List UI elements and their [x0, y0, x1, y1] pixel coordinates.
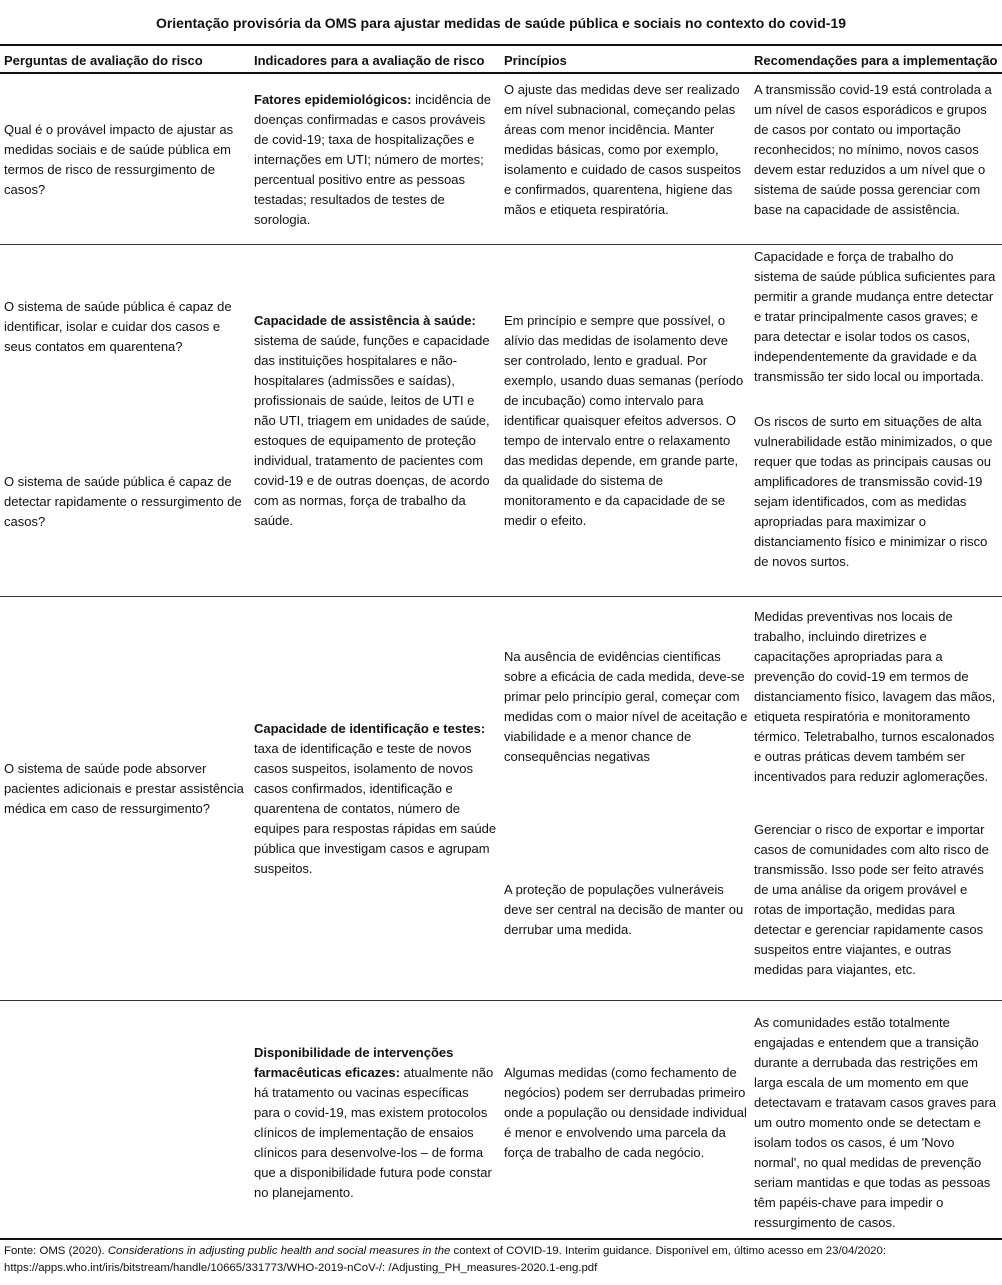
header-principles: Princípios — [504, 53, 567, 68]
footnote-italic-title: Considerations in adjusting public health and social measures in the — [107, 1245, 451, 1257]
table-title: Orientação provisória da OMS para ajustar medidas de saúde pública e sociais no contexto do covid-19 — [155, 15, 847, 31]
row-4-indicator-text: atualmente não há tratamento ou vacinas específicas para o covid-19, mas existem protocolos clínicos de implementação de ensaios clínicos para desenvolve-los – de forma que a disponibilidade futura pode constar no planejamento. — [254, 1065, 494, 1200]
row-2-recommendation-2: Os riscos de surto em situações de alta vulnerabilidade estão minimizados, o que requer que todas as principais causas ou amplificadores de transmissão covid-19 sejam identificados, com as medidas apropriadas para maximizar o distanciamento físico e minimizar o risco de novos surtos. — [754, 414, 993, 569]
row-3-divider — [0, 1000, 1002, 1001]
row-2-indicator — [254, 311, 498, 531]
footnote-suffix: context of COVID-19. Interim guidance. Disponível em, último acesso em 23/04/2020: — [450, 1245, 886, 1257]
source-footnote — [4, 1243, 1000, 1277]
row-1-indicator-label: Fatores epidemiológicos: — [254, 92, 412, 107]
row-2-question-2: O sistema de saúde pública é capaz de detectar rapidamente o ressurgimento de casos? — [4, 474, 242, 529]
row-1-indicator — [254, 90, 498, 230]
row-2-question-1: O sistema de saúde pública é capaz de identificar, isolar e cuidar dos casos e seus contatos em quarentena? — [4, 299, 232, 354]
row-2-principle: Em princípio e sempre que possível, o alívio das medidas de isolamento deve ser controlado, lento e gradual. Por exemplo, usando duas semanas (período de incubação) como intervalo para identificar quaisquer efeitos adversos. O tempo de intervalo entre o relaxamento das medidas depende, em grande parte, da qualidade do sistema de monitoramento e da capacidade de se medir o efeito. — [504, 313, 744, 528]
row-2-divider — [0, 596, 1002, 597]
row-3-question: O sistema de saúde pode absorver pacientes adicionais e prestar assistência médica em caso de ressurgimento? — [4, 761, 244, 816]
row-3-principle-2: A proteção de populações vulneráveis deve ser central na decisão de manter ou derrubar uma medida. — [504, 882, 744, 937]
row-4-principle: Algumas medidas (como fechamento de negócios) podem ser derrubadas primeiro onde a população ou densidade individual é menor e envolvendo uma parcela da força de trabalho de cada negócio. — [504, 1065, 747, 1160]
header-implementation-recommendations: Recomendações para a implementação — [754, 53, 998, 68]
row-2-recommendation-1: Capacidade e força de trabalho do sistema de saúde pública suficientes para permitir a grande mudança entre detectar e tratar principalmente casos graves; e para detectar e isolar todos os casos, independentemente da gravidade e da transmissão ter sido local ou importada. — [754, 249, 996, 384]
row-1-divider — [0, 244, 1002, 245]
row-3-recommendation-1: Medidas preventivas nos locais de trabalho, incluindo diretrizes e capacitações apropriadas para a prevenção do covid-19 em termos de distanciamento físico, lavagem das mãos, etiqueta respiratória e monitoramento térmico. Teletrabalho, turnos escalonados e outras práticas devem também ser incentivados para reduzir aglomerações. — [754, 609, 996, 784]
header-risk-questions: Perguntas de avaliação do risco — [4, 53, 203, 68]
header-risk-indicators: Indicadores para a avaliação de risco — [254, 53, 485, 68]
row-3-indicator-label: Capacidade de identificação e testes: — [254, 721, 486, 736]
footnote-url: https://apps.who.int/iris/bitstream/handle/10665/331773/WHO-2019-nCoV-/: /Adjusting_PH_measures-2020.1-eng.pdf — [4, 1262, 598, 1274]
row-2-indicator-text: sistema de saúde, funções e capacidade das instituições hospitalares e não-hospitalares (admissões e saídas), profissionais de saúde, leitos de UTI e não UTI, triagem em unidades de saúde, estoques de equipamento de proteção individual, tratamento de pacientes com covid-19 e de outras doenças, de acordo com as normas, força de trabalho da saúde. — [254, 333, 490, 528]
footnote-prefix: Fonte: OMS (2020). — [4, 1245, 108, 1257]
table-top-border — [0, 44, 1002, 46]
row-3-indicator-text: taxa de identificação e teste de novos casos suspeitos, isolamento de novos casos confirmados, identificação e quarentena de contatos, número de equipes para respostas rápidas em saúde pública que investigam casos e agrupam suspeitos. — [254, 741, 497, 876]
table-bottom-border — [0, 1238, 1002, 1240]
header-bottom-border — [0, 72, 1002, 74]
row-1-indicator-text: incidência de doenças confirmadas e casos prováveis de covid-19; taxa de hospitalizações e internações em UTI; número de mortes; percentual positivo entre as pessoas testadas; resultados de testes de sorologia. — [254, 92, 491, 227]
row-1-recommendation: A transmissão covid-19 está controlada a um nível de casos esporádicos e grupos de casos por contato ou importação reconhecidos; no mínimo, novos casos devem estar reduzidos a um nível que o sistema de saúde possa gerenciar com base na capacidade de assistência. — [754, 82, 992, 217]
row-4-indicator-label: Disponibilidade de intervenções farmacêuticas eficazes: — [254, 1045, 454, 1080]
row-3-principle-1: Na ausência de evidências científicas sobre a eficácia de cada medida, deve-se primar pelo princípio geral, começar com medidas com o maior nível de aceitação e viabilidade e a menor chance de consequências negativas — [504, 649, 748, 764]
row-3-recommendation-2: Gerenciar o risco de exportar e importar casos de comunidades com alto risco de transmissão. Isso pode ser feito através de uma análise da origem provável e rotas de importação, medidas para detectar e gerenciar rapidamente casos suspeitos entre viajantes, e outras medidas para viajantes, etc. — [754, 822, 989, 977]
row-3-indicator — [254, 719, 498, 879]
row-4-indicator — [254, 1043, 498, 1203]
table-header-row — [0, 50, 1002, 72]
row-1-principle: O ajuste das medidas deve ser realizado em nível subnacional, começando pelas áreas com menor incidência. Manter medidas básicas, como por exemplo, isolamento e cuidado de casos suspeitos e confirmados, quarentena, higiene das mãos e etiqueta respiratória. — [504, 82, 742, 217]
row-4-recommendation: As comunidades estão totalmente engajadas e entendem que a transição durante a derrubada das restrições em larga escala de um momento em que detectavam e tratavam casos graves para um outro momento onde se detectam e isolam todos os casos, é um 'Novo normal', no qual medidas de prevenção seriam mantidas e que todas as pessoas têm papéis-chave para impedir o ressurgimento de casos. — [754, 1015, 997, 1230]
row-2-indicator-label: Capacidade de assistência à saúde: — [254, 313, 476, 328]
row-1-question: Qual é o provável impacto de ajustar as medidas sociais e de saúde pública em termos de risco de ressurgimento de casos? — [4, 122, 234, 197]
